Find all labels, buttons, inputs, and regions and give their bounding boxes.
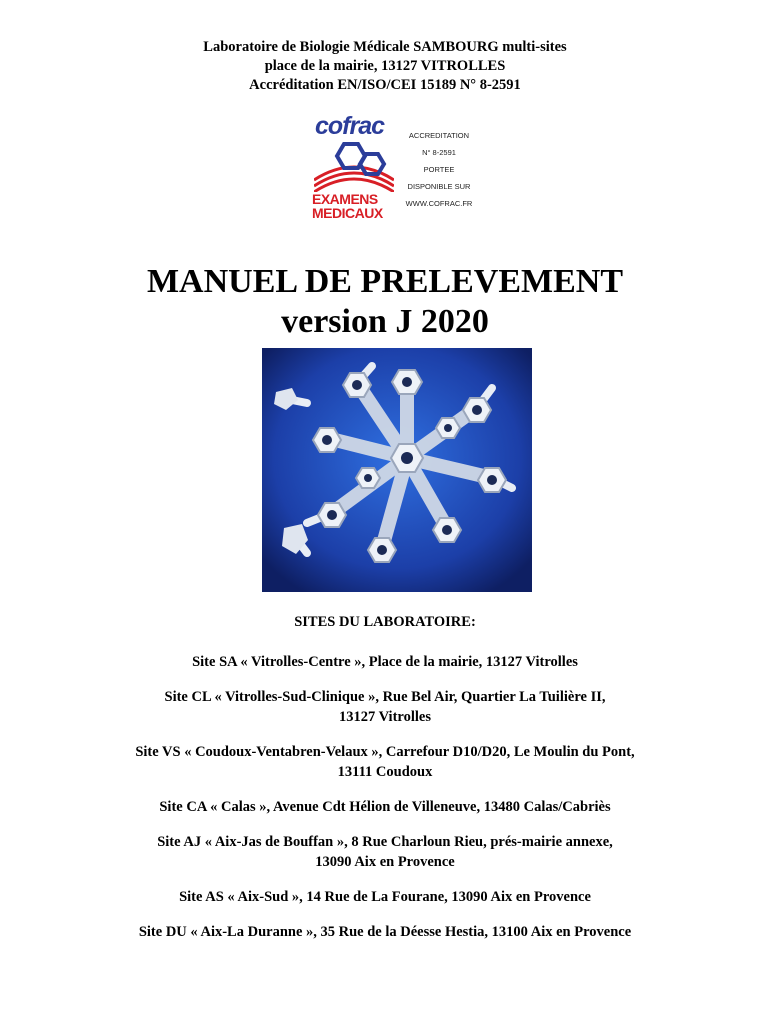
cofrac-examens: EXAMENS xyxy=(312,191,378,207)
site-line: Site VS « Coudoux-Ventabren-Velaux », Carrefour D10/D20, Le Moulin du Pont, xyxy=(135,744,635,760)
site-aj xyxy=(0,832,770,872)
title-version: version J 2020 xyxy=(281,303,489,340)
snowflake-molecule-illustration xyxy=(262,348,532,592)
sites-heading: SITES DU LABORATOIRE: xyxy=(294,614,476,630)
site-line: Site SA « Vitrolles-Centre », Place de la mairie, 13127 Vitrolles xyxy=(192,654,578,670)
site-line: Site DU « Aix-La Duranne », 35 Rue de la Déesse Hestia, 13100 Aix en Provence xyxy=(138,924,632,940)
accr-line: ACCREDITATION xyxy=(408,131,470,140)
site-ca xyxy=(0,797,770,817)
site-sa xyxy=(0,652,770,672)
cofrac-accreditation-block xyxy=(398,127,480,212)
accr-line: N° 8-2591 xyxy=(422,148,456,157)
lab-name: Laboratoire de Biologie Médicale SAMBOURG multi-sites xyxy=(203,39,567,55)
document-title xyxy=(0,262,770,342)
site-line: 13127 Vitrolles xyxy=(339,709,431,725)
lab-address: place de la mairie, 13127 VITROLLES xyxy=(264,58,506,74)
site-vs xyxy=(0,742,770,782)
site-line: Site CL « Vitrolles-Sud-Clinique », Rue Bel Air, Quartier La Tuilière II, xyxy=(164,689,606,705)
site-line: 13111 Coudoux xyxy=(337,764,433,780)
lab-accreditation: Accréditation EN/ISO/CEI 15189 N° 8-2591 xyxy=(249,77,521,93)
site-line: Site AS « Aix-Sud », 14 Rue de La Fourane, 13090 Aix en Provence xyxy=(179,889,591,905)
site-as xyxy=(0,887,770,907)
cofrac-medicaux: MEDICAUX xyxy=(312,205,383,221)
site-cl xyxy=(0,687,770,727)
site-line: Site AJ « Aix-Jas de Bouffan », 8 Rue Charloun Rieu, prés-mairie annexe, xyxy=(157,834,613,850)
site-line: Site CA « Calas », Avenue Cdt Hélion de Villeneuve, 13480 Calas/Cabriès xyxy=(159,799,611,815)
accr-line: PORTEE xyxy=(423,165,455,174)
lab-header xyxy=(0,38,770,95)
cofrac-hexagon-icon xyxy=(314,140,394,192)
cofrac-examens-medicaux xyxy=(312,192,383,220)
cofrac-brand-text: cofrac xyxy=(315,112,385,140)
site-line: 13090 Aix en Provence xyxy=(315,854,455,870)
site-du xyxy=(0,922,770,942)
sites-list xyxy=(0,652,770,957)
title-main: MANUEL DE PRELEVEMENT xyxy=(146,263,624,300)
accr-line: WWW.COFRAC.FR xyxy=(405,199,473,208)
accr-line: DISPONIBLE SUR xyxy=(407,182,471,191)
cofrac-logo xyxy=(310,110,480,226)
